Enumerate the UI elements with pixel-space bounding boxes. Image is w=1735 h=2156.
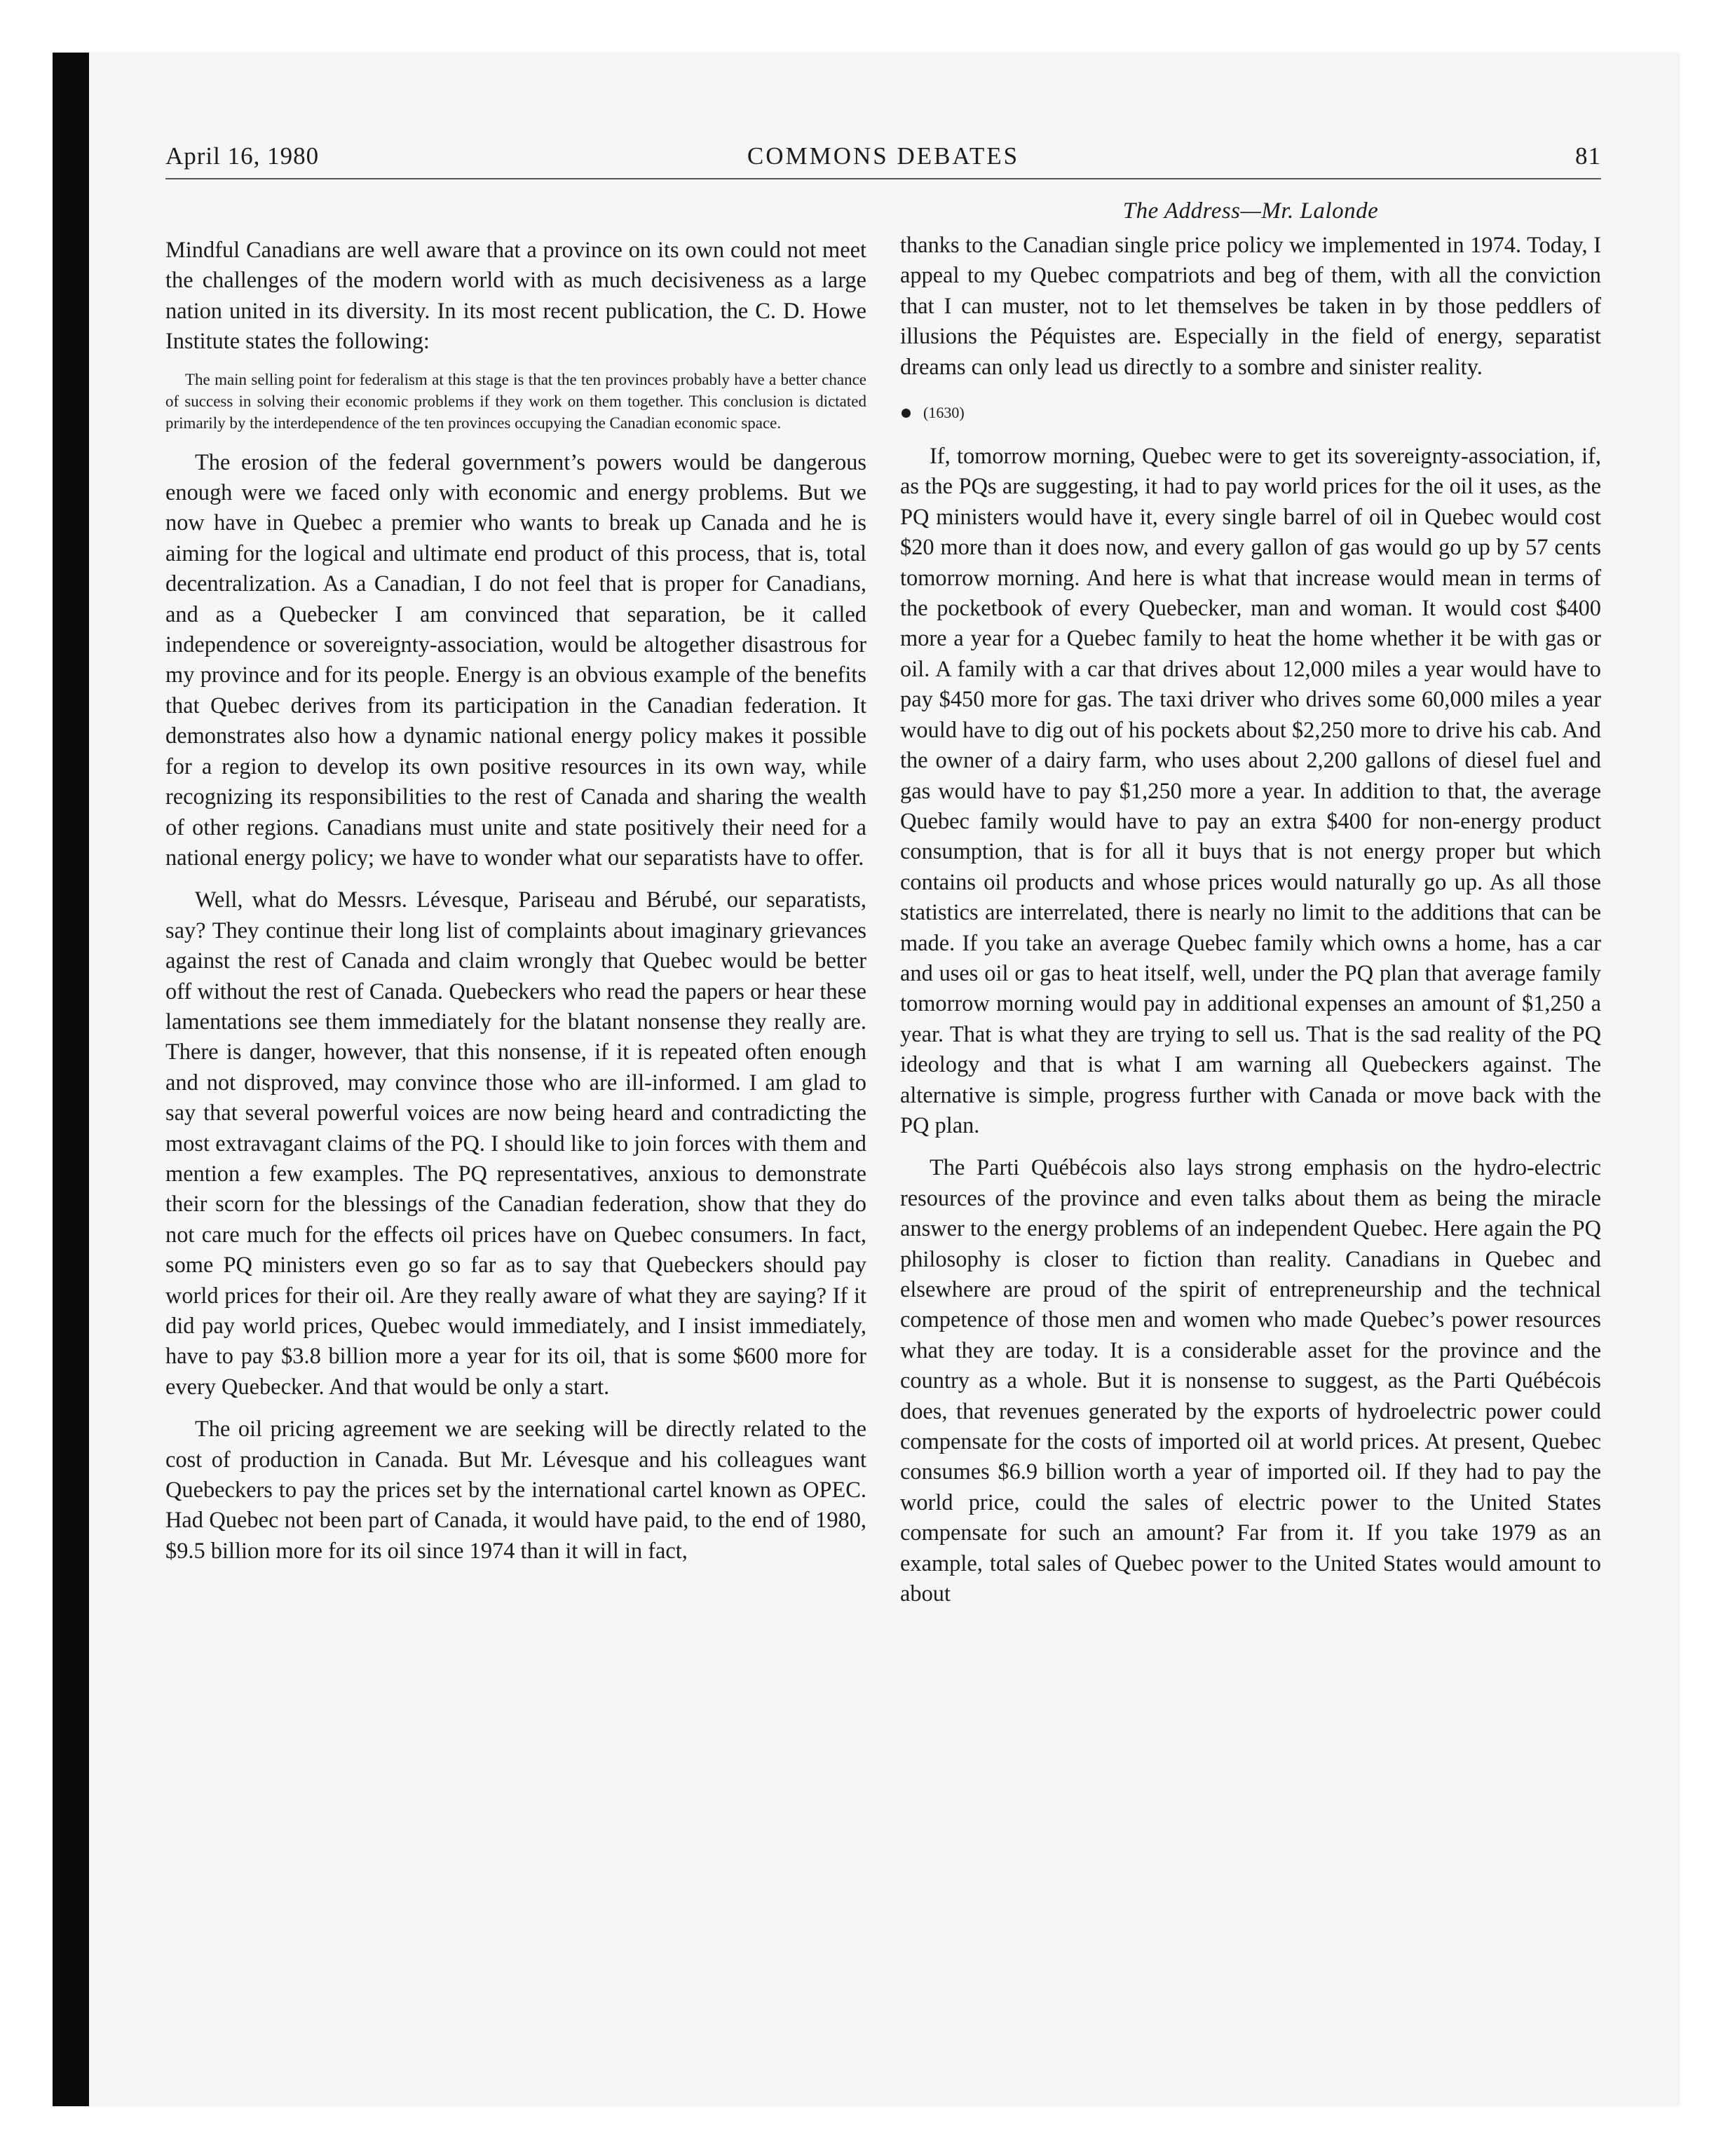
page-header xyxy=(165,142,1601,179)
paragraph: If, tomorrow morning, Quebec were to get its sovereignty-association, if, as the PQs are suggesting, it had to pay world prices for the oil it uses, as the PQ ministers would have it, every single barrel of oil in Quebec would cost $20 more than it does now, and every gallon of gas would go up by 57 cents tomorrow morning. And here is what that increase would mean in terms of the pocketbook of every Quebecker, man and woman. It would cost $400 more a year for a Quebec family to heat the home whether it be with gas or oil. A family with a car that drives about 12,000 miles a year would have to pay $450 more for gas. The taxi driver who drives some 60,000 miles a year would have to dig out of his pockets about $2,250 more to drive his cab. And the owner of a dairy farm, who uses about 2,200 gallons of diesel fuel and gas would have to pay $1,250 more a year. In addition to that, the average Quebec family would have to pay an extra $400 for non-energy product consumption, that is for all it buys that is not energy proper but which contains oil products and whose prices would naturally go up. As all those statistics are interrelated, there is nearly no limit to the additions that can be made. If you take an average Quebec family which owns a home, has a car and uses oil or gas to heat itself, well, under the PQ plan that average family tomorrow morning would pay in additional expenses an amount of $1,250 a year. That is what they are trying to sell us. That is the sad reality of the PQ ideology and that is what I am warning all Quebeckers against. The alternative is simple, progress further with Canada or move back with the PQ plan. xyxy=(900,444,1601,1138)
timestamp-text: (1630) xyxy=(923,404,965,422)
timestamp xyxy=(900,402,1601,423)
paragraph: Mindful Canadians are well aware that a province on its own could not meet the challenges of the modern world with as much decisiveness as a large nation united in its diversity. In its most recent publication, the C. D. Howe Institute states the following: xyxy=(165,238,866,355)
paragraph: thanks to the Canadian single price policy we implemented in 1974. Today, I appeal to my Quebec compatriots and beg of them, with all the conviction that I can muster, not to let themselves be taken in by those peddlers of illusions the Péquistes are. Especially in the field of energy, separatist dreams can only lead us directly to a sombre and sinister reality. xyxy=(900,233,1601,380)
header-rule xyxy=(165,178,1601,179)
scan-border xyxy=(53,53,89,2106)
header-journal-title: COMMONS DEBATES xyxy=(747,142,1020,170)
paragraph: Well, what do Messrs. Lévesque, Pariseau and Bérubé, our separatists, say? They continue their long list of complaints about imaginary grievances against the rest of Canada and claim wrongly that Quebec would be better off without the rest of Canada. Quebeckers who read the papers or hear these lamentations see them immediately for the blatant nonsense they really are. There is danger, however, that this nonsense, if it is repeated often enough and not disproved, may convince those who are ill-informed. I am glad to say that several powerful voices are now being heard and contradicting the most extravagant claims of the PQ. I should like to join forces with them and mention a few examples. The PQ representatives, anxious to demonstrate their scorn for the blessings of the Canadian federation, show that they do not care much for the effects oil prices have on Quebec consumers. In fact, some PQ ministers even go so far as to say that Quebeckers should pay world prices for their oil. Are they really aware of what they are saying? If it did pay world prices, Quebec would immediately, and I insist immediately, have to pay $3.8 billion more a year for its oil, that is some $600 more for every Quebecker. And that would be only a start. xyxy=(165,887,866,1400)
block-quote: The main selling point for federalism at this stage is that the ten provinces probably have a better chance of success in solving their economic problems if they work on them together. This conclusion is dictated primarily by the interdependence of the ten provinces occupying the Canadian economic space. xyxy=(165,370,866,432)
left-column xyxy=(165,236,866,1567)
paragraph: The oil pricing agreement we are seeking will be directly related to the cost of production in Canada. But Mr. Lévesque and his colleagues want Quebeckers to pay the prices set by the international cartel known as OPEC. Had Quebec not been part of Canada, it would have paid, to the end of 1980, $9.5 billion more for its oil since 1974 than it will in fact, xyxy=(165,1417,866,1564)
running-head: The Address—Mr. Lalonde xyxy=(1122,198,1379,224)
bullet-icon xyxy=(901,409,911,418)
header-page-number: 81 xyxy=(1575,142,1601,170)
header-date: April 16, 1980 xyxy=(165,142,320,170)
paragraph: The Parti Québécois also lays strong emphasis on the hydro-electric resources of the province and even talks about them as being the miracle answer to the energy problems of an independent Quebec. Here again the PQ philosophy is closer to fiction than reality. Canadians in Quebec and elsewhere are proud of the spirit of entrepreneurship and the technical competence of those men and women who made Quebec’s power resources what they are today. It is a considerable asset for the province and the country as a whole. But it is nonsense to suggest, as the Parti Québécois does, that revenues generated by the exports of hydroelectric power could compensate for the costs of imported oil at world prices. At present, Quebec consumes $6.9 billion worth a year of imported oil. If they had to pay the world price, could the sales of electric power to the United States compensate for such an amount? Far from it. If you take 1979 as an example, total sales of Quebec power to the United States would amount to about xyxy=(900,1155,1601,1607)
right-column xyxy=(900,196,1601,1609)
paragraph: The erosion of the federal government’s powers would be dangerous enough were we faced only with economic and energy problems. But we now have in Quebec a premier who wants to break up Canada and he is aiming for the logical and ultimate end product of this process, that is, total decentralization. As a Canadian, I do not feel that is proper for Canadians, and as a Quebecker I am convinced that separation, be it called independence or sovereignty-association, would be altogether disastrous for my province and for its people. Energy is an obvious example of the benefits that Quebec derives from its participation in the Canadian federation. It demonstrates also how a dynamic national energy policy makes it possible for a region to develop its own positive resources in its own way, while recognizing its responsibilities to the rest of Canada and sharing the wealth of other regions. Canadians must unite and state positively their need for a national energy policy; we have to wonder what our separatists have to offer. xyxy=(165,449,866,871)
